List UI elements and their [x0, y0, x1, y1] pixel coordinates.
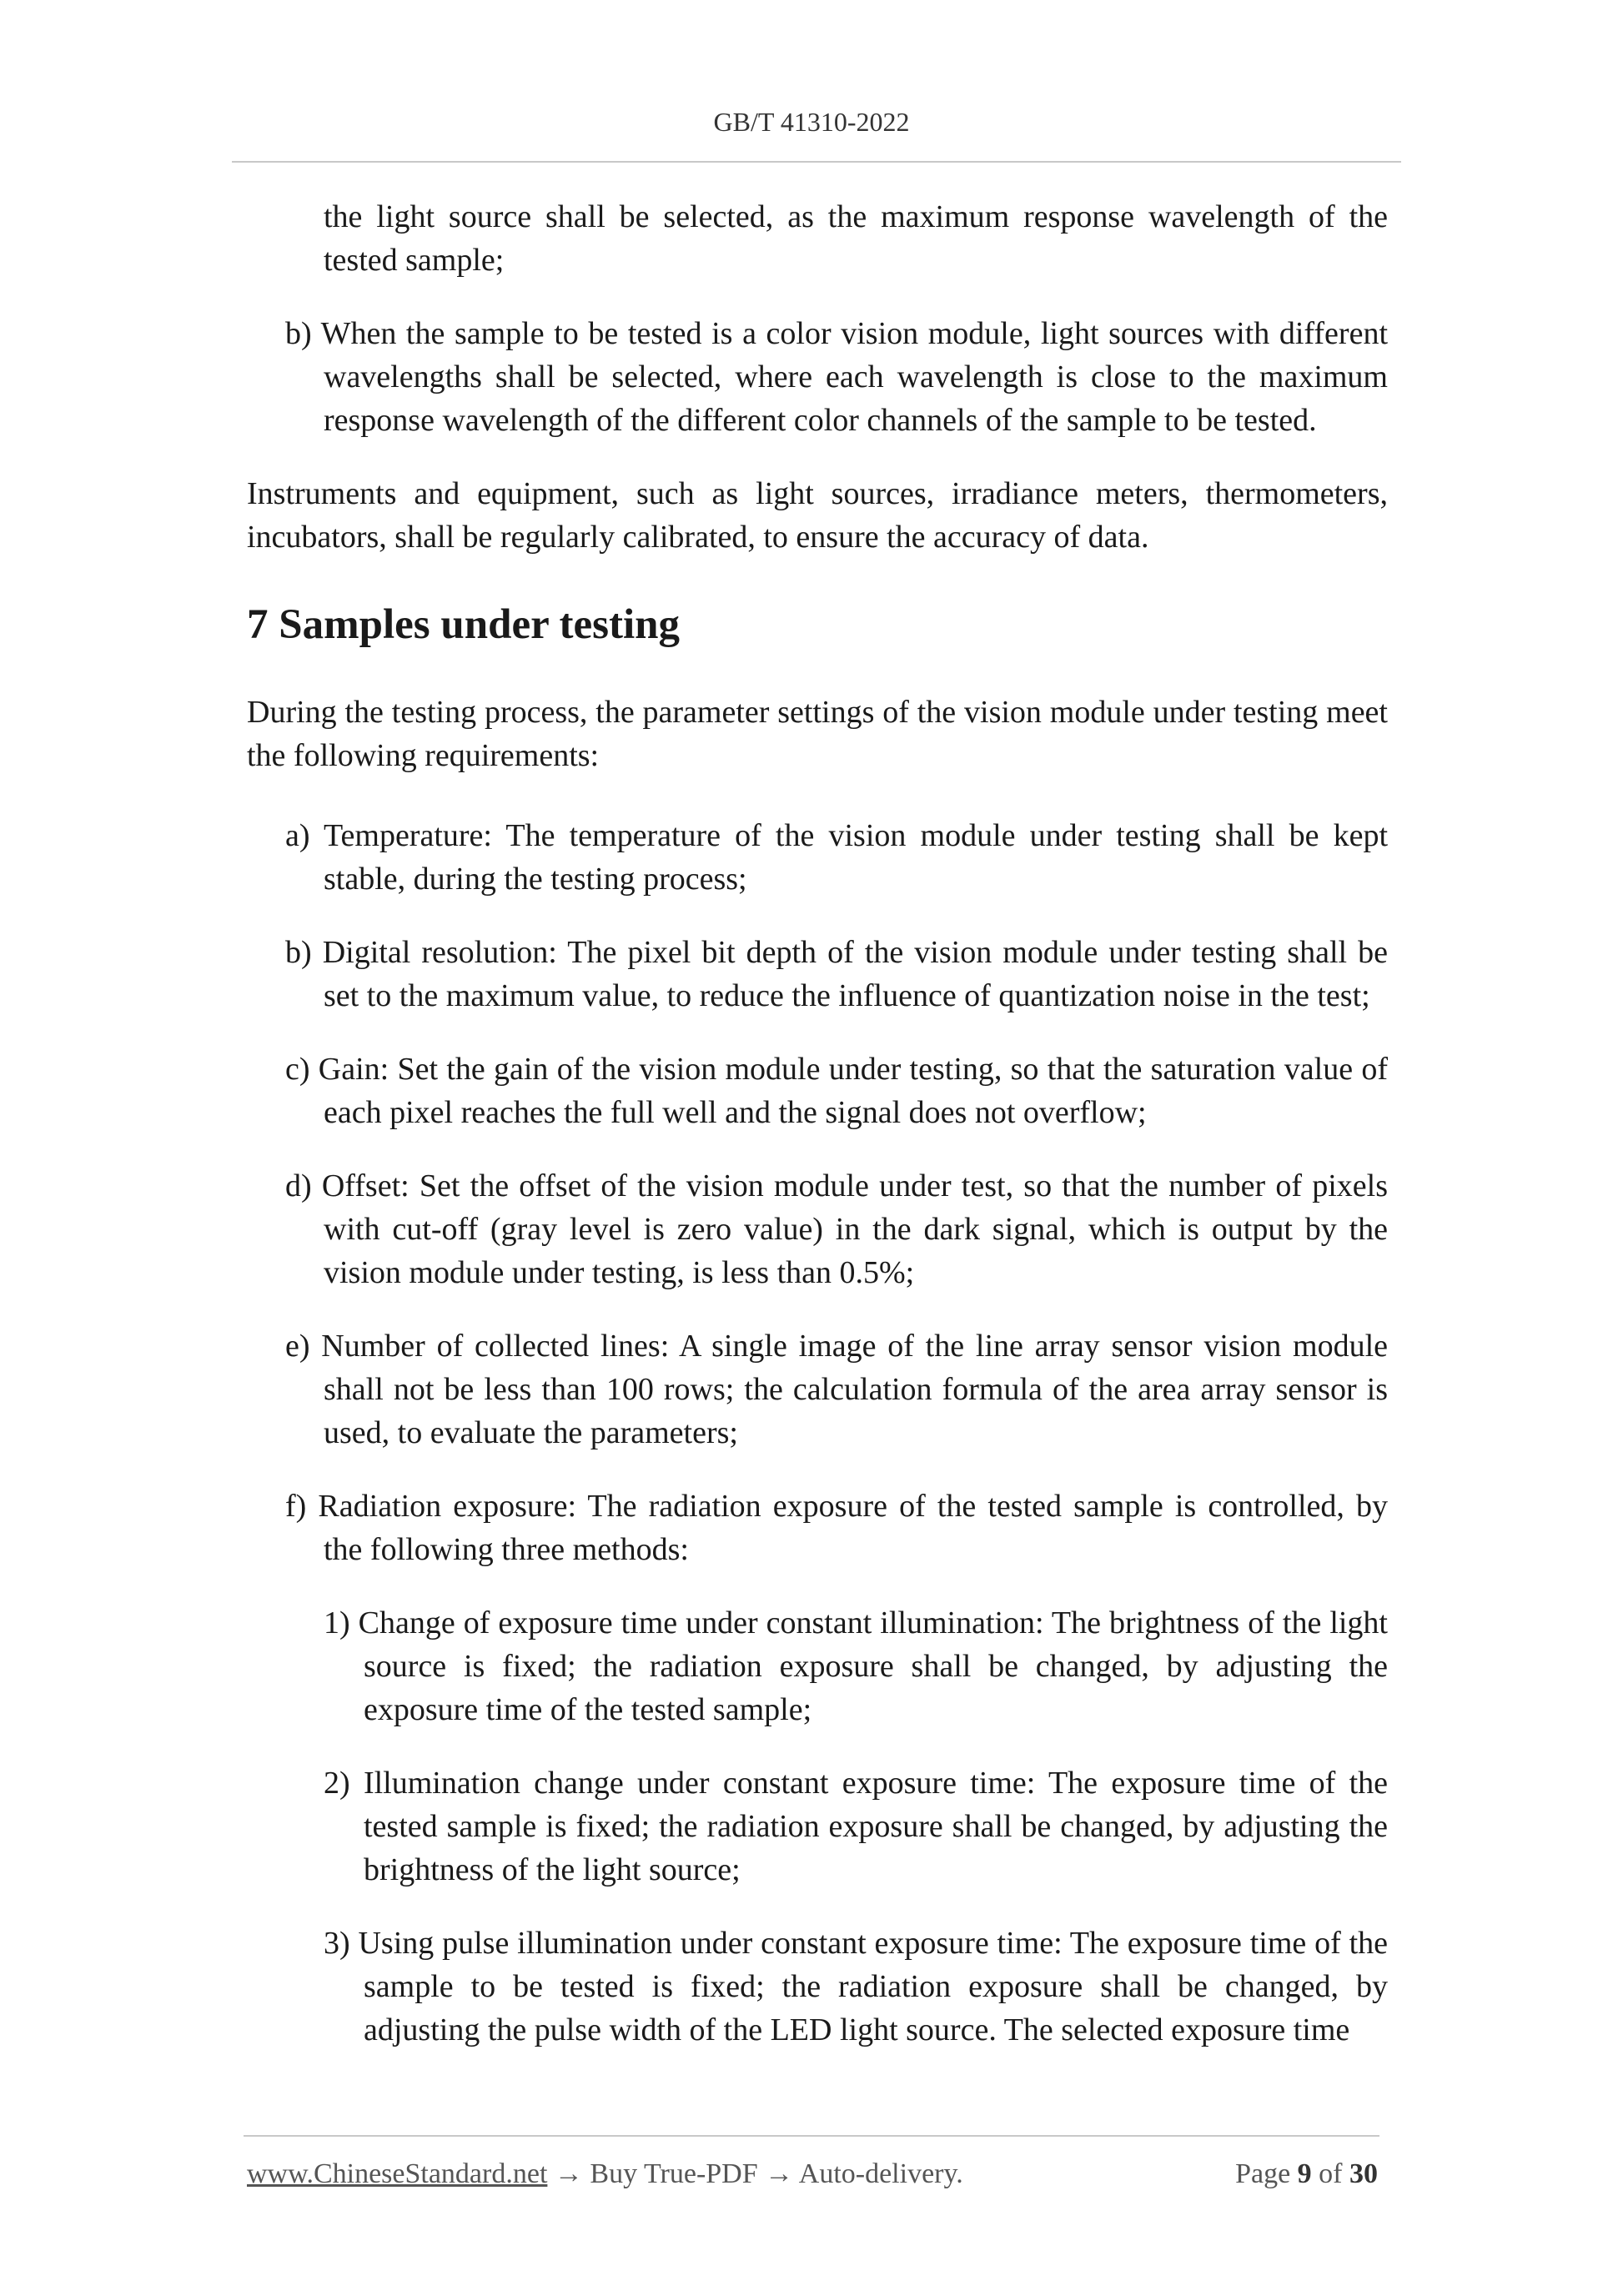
page-word: Page	[1235, 2158, 1291, 2189]
sub-list-item: 3) Using pulse illumination under constant exposure time: The exposure time of the sample to be tested is fixed; the radiation exposure shall be changed, by adjusting the pulse width of the LED light source. The selected exposure time	[324, 1926, 1388, 2047]
section-heading: 7 Samples under testing	[247, 601, 681, 648]
buy-text: Buy True-PDF	[590, 2158, 758, 2189]
page-number: 9	[1297, 2158, 1312, 2189]
list-item-b-light-source: b) When the sample to be tested is a color vision module, light sources with different wavelengths shall be selected, where each wavelength is close to the maximum response wavelength of the different color channels of the sample to be tested.	[285, 316, 1388, 438]
calibration-paragraph: Instruments and equipment, such as light sources, irradiance meters, thermometers, incubators, shall be regularly calibrated, to ensure the accuracy of data.	[247, 476, 1388, 555]
site-link[interactable]: www.ChineseStandard.net	[247, 2158, 548, 2189]
footer-left	[247, 2158, 963, 2190]
list-item: f) Radiation exposure: The radiation exposure of the tested sample is controlled, by the following three methods:	[285, 1489, 1388, 1567]
page-indicator	[1235, 2158, 1378, 2190]
total-pages: 30	[1349, 2158, 1378, 2189]
list-item: c) Gain: Set the gain of the vision module under testing, so that the saturation value of each pixel reaches the full well and the signal does not overflow;	[285, 1052, 1388, 1130]
list-item: d) Offset: Set the offset of the vision module under test, so that the number of pixels with cut-off (gray level is zero value) in the dark signal, which is output by the vision module under testing, is less than 0.5%;	[285, 1168, 1388, 1290]
arrow-right-icon: →	[554, 2158, 583, 2189]
of-word: of	[1319, 2158, 1343, 2189]
item-a-continuation: the light source shall be selected, as the maximum response wavelength of the tested sample;	[324, 199, 1388, 278]
page-footer	[247, 2158, 1378, 2197]
page-content	[247, 195, 1388, 2082]
sub-list-item: 2) Illumination change under constant exposure time: The exposure time of the tested sample is fixed; the radiation exposure shall be changed, by adjusting the brightness of the light source;	[324, 1766, 1388, 1887]
arrow-right-icon: →	[765, 2158, 794, 2189]
delivery-text: Auto-delivery.	[798, 2158, 963, 2189]
doc-id: GB/T 41310-2022	[713, 107, 910, 137]
list-item: a) Temperature: The temperature of the vision module under testing shall be kept stable, during the testing process;	[285, 818, 1388, 897]
sub-list-item: 1) Change of exposure time under constant illumination: The brightness of the light source is fixed; the radiation exposure shall be changed, by adjusting the exposure time of the tested sample;	[324, 1605, 1388, 1727]
list-item: b) Digital resolution: The pixel bit depth of the vision module under testing shall be set to the maximum value, to reduce the influence of quantization noise in the test;	[285, 935, 1388, 1013]
header-divider	[232, 161, 1401, 163]
section-intro: During the testing process, the parameter settings of the vision module under testing meet the following requirements:	[247, 695, 1388, 773]
list-item: e) Number of collected lines: A single image of the line array sensor vision module shall not be less than 100 rows; the calculation formula of the area array sensor is used, to evaluate the parameters;	[285, 1329, 1388, 1450]
document-header	[0, 107, 1623, 138]
footer-divider	[244, 2135, 1379, 2137]
